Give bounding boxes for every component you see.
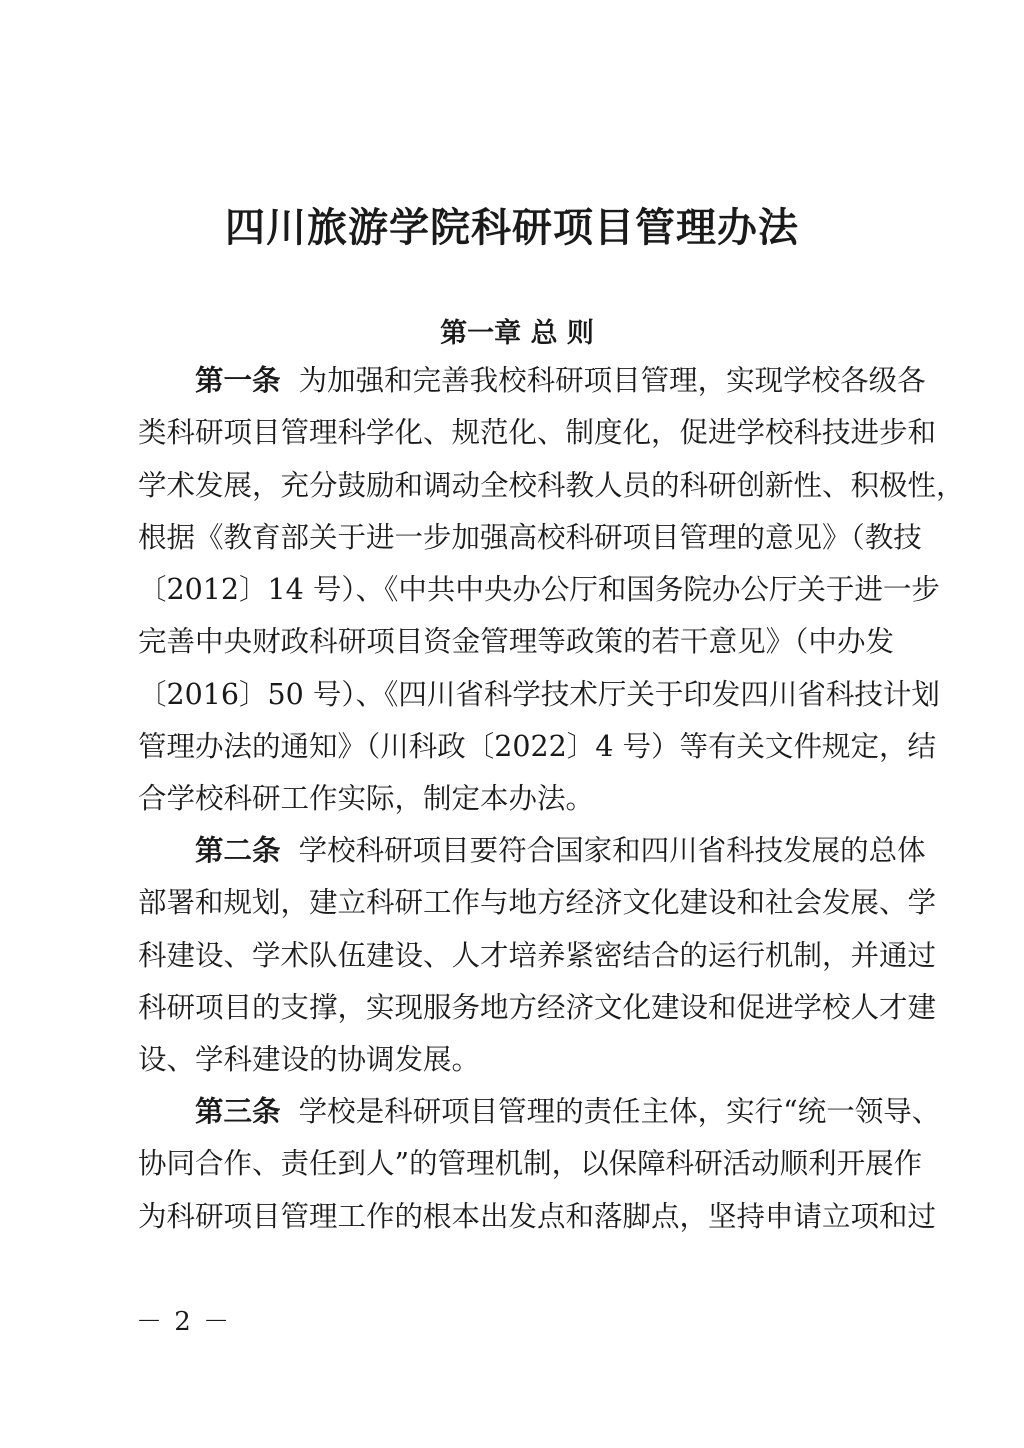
article-1-line: 合学校科研工作实际，制定本办法。 [138, 782, 595, 816]
page-number: － 2 － [136, 1307, 232, 1337]
article-3-first-line [138, 1086, 941, 1138]
article-2-label: 第二条 [195, 834, 281, 867]
article-3-line: 协同合作、责任到人”的管理机制，以保障科研活动顺利开展作 [138, 1147, 923, 1181]
article-1-line: 类科研项目管理科学化、规范化、制度化，促进学校科技进步和 [138, 416, 937, 450]
article-2-first-text: 学校科研项目要符合国家和四川省科技发展的总体 [298, 834, 926, 867]
article-2-line: 部署和规划，建立科研工作与地方经济文化建设和社会发展、学 [138, 886, 937, 920]
article-1-line: 〔2012〕14 号）、《中共中央办公厅和国务院办公厅关于进一步 [138, 573, 940, 607]
article-3-line: 为科研项目管理工作的根本出发点和落脚点，坚持申请立项和过 [138, 1199, 937, 1233]
article-1-line: 管理办法的通知》（川科政〔2022〕4 号）等有关文件规定，结 [138, 730, 936, 764]
article-3-first-text: 学校是科研项目管理的责任主体，实行“统一领导、 [298, 1095, 941, 1128]
article-1 [138, 355, 965, 826]
document-title: 四川旅游学院科研项目管理办法 [225, 204, 799, 251]
article-1-line: 学术发展，充分鼓励和调动全校科教人员的科研创新性、积极性， [138, 468, 965, 502]
article-2-line: 设、学科建设的协调发展。 [138, 1043, 481, 1077]
article-1-line: 〔2016〕50 号）、《四川省科学技术厅关于印发四川省科技计划 [138, 677, 940, 711]
article-3-label: 第三条 [195, 1095, 281, 1128]
article-1-line: 根据《教育部关于进一步加强高校科研项目管理的意见》（教技 [138, 520, 922, 554]
article-2-line: 科建设、学术队伍建设、人才培养紧密结合的运行机制，并通过 [138, 938, 937, 972]
chapter-heading: 第一章 总 则 [440, 318, 594, 349]
article-2-first-line [138, 825, 926, 877]
article-3 [138, 1086, 941, 1243]
article-1-first-text: 为加强和完善我校科研项目管理，实现学校各级各 [298, 364, 926, 397]
article-1-line: 完善中央财政科研项目资金管理等政策的若干意见》（中办发 [138, 625, 894, 659]
article-2-line: 科研项目的支撑，实现服务地方经济文化建设和促进学校人才建 [138, 990, 937, 1024]
article-1-first-line [138, 355, 926, 407]
article-1-label: 第一条 [195, 364, 281, 397]
article-2 [138, 825, 937, 1086]
